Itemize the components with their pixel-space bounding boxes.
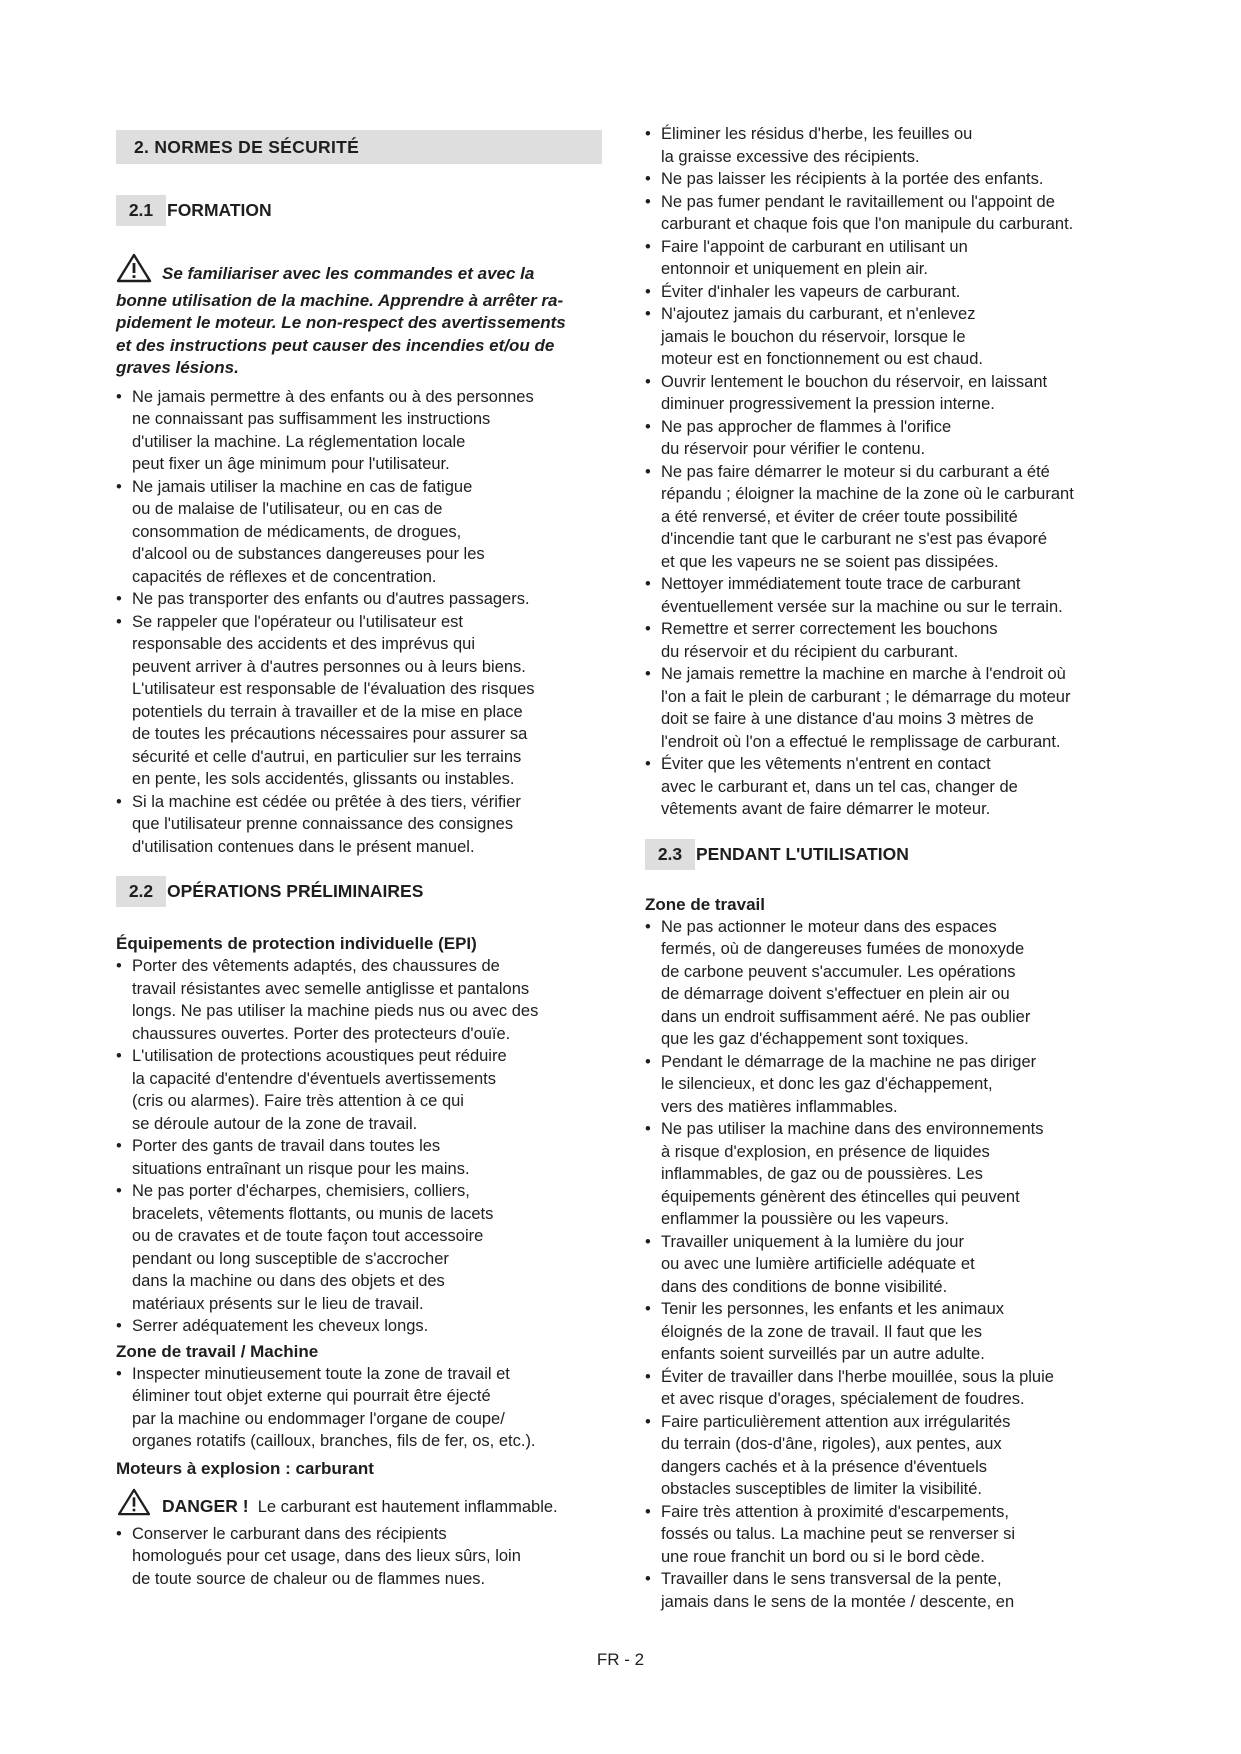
list-item: • Travailler dans le sens transversal de la pente, jamais dans le sens de la montée / descente, en <box>645 1568 1130 1613</box>
danger-text: Le carburant est hautement inflammable. <box>257 1497 558 1516</box>
fuel-list <box>116 1523 602 1591</box>
epi-list <box>116 955 602 1338</box>
fuel-list-continued <box>645 123 1130 821</box>
section-number: 2.1 <box>116 195 166 226</box>
zone-machine-list <box>116 1363 602 1453</box>
list-item: • Ne pas porter d'écharpes, chemisiers, colliers, bracelets, vêtements flottants, ou munis de lacets ou de cravates et de toute façon tout accessoire pendant ou long susceptible de s'accrocher dans la machine ou dans des objets et des matériaux présents sur le lieu de travail. <box>116 1180 602 1315</box>
list-item: • L'utilisation de protections acoustiques peut réduire la capacité d'entendre d'éventuels avertissements (cris ou alarmes). Faire très attention à ce qui se déroule autour de la zone de travail. <box>116 1045 602 1135</box>
utilisation-list <box>645 916 1130 1614</box>
danger-label: DANGER ! <box>162 1495 249 1516</box>
left-column <box>116 118 602 1590</box>
section-number: 2.2 <box>116 876 166 907</box>
list-item: • Conserver le carburant dans des récipients homologués pour cet usage, dans des lieux sûrs, loin de toute source de chaleur ou de flammes nues. <box>116 1523 602 1591</box>
list-item: • N'ajoutez jamais du carburant, et n'enlevez jamais le bouchon du réservoir, lorsque le moteur est en fonctionnement ou est chaud. <box>645 303 1130 371</box>
warning-line: graves lésions. <box>116 358 239 377</box>
warning-line: bonne utilisation de la machine. Apprendre à arrêter ra- <box>116 290 564 310</box>
list-item: • Ouvrir lentement le bouchon du réservoir, en laissant diminuer progressivement la pression interne. <box>645 371 1130 416</box>
subheading-fuel: Moteurs à explosion : carburant <box>116 1458 374 1478</box>
list-item: • Nettoyer immédiatement toute trace de carburant éventuellement versée sur la machine ou sur le terrain. <box>645 573 1130 618</box>
section-title: OPÉRATIONS PRÉLIMINAIRES <box>167 881 424 901</box>
list-item: • Ne pas approcher de flammes à l'orifice du réservoir pour vérifier le contenu. <box>645 416 1130 461</box>
list-item: • Ne pas utiliser la machine dans des environnements à risque d'explosion, en présence de liquides inflammables, de gaz ou de poussières. Les équipements génèrent des étincelles qui peuvent enflammer la poussière ou les vapeurs. <box>645 1118 1130 1231</box>
list-item: • Remettre et serrer correctement les bouchons du réservoir et du récipient du carburant. <box>645 618 1130 663</box>
warning-triangle-icon <box>116 253 152 290</box>
list-item: • Porter des gants de travail dans toutes les situations entraînant un risque pour les mains. <box>116 1135 602 1180</box>
list-item: • Ne pas laisser les récipients à la portée des enfants. <box>645 168 1130 191</box>
list-item: • Ne pas transporter des enfants ou d'autres passagers. <box>116 588 602 611</box>
list-item: • Ne pas faire démarrer le moteur si du carburant a été répandu ; éloigner la machine de la zone où le carburant a été renversé, et éviter de créer toute possibilité d'incendie tant que le carburant ne s'est pas évaporé et que les vapeurs ne se soient pas dissipées. <box>645 461 1130 574</box>
section-number: 2.3 <box>645 839 695 870</box>
list-item: • Faire très attention à proximité d'escarpements, fossés ou talus. La machine peut se renverser si une roue franchit un bord ou si le bord cède. <box>645 1501 1130 1569</box>
list-item: • Ne jamais remettre la machine en marche à l'endroit où l'on a fait le plein de carburant ; le démarrage du moteur doit se faire à une distance d'au moins 3 mètres de l'endroit où l'on a effectué le remplissage de carburant. <box>645 663 1130 753</box>
section-heading-2-3 <box>645 839 1130 870</box>
warning-line: Se familiariser avec les commandes et avec la <box>162 264 535 283</box>
list-item: • Inspecter minutieusement toute la zone de travail et éliminer tout objet externe qui pourrait être éjecté par la machine ou endommager l'organe de coupe/ organes rotatifs (cailloux, branches, fils de fer, os, etc.). <box>116 1363 602 1453</box>
list-item: • Ne pas fumer pendant le ravitaillement ou l'appoint de carburant et chaque fois que l'on manipule du carburant. <box>645 191 1130 236</box>
right-column <box>645 123 1130 1613</box>
formation-list <box>116 386 602 859</box>
list-item: • Si la machine est cédée ou prêtée à des tiers, vérifier que l'utilisateur prenne connaissance des consignes d'utilisation contenues dans le présent manuel. <box>116 791 602 859</box>
list-item: • Se rappeler que l'opérateur ou l'utilisateur est responsable des accidents et des imprévus qui peuvent arriver à d'autres personnes ou à leurs biens. L'utilisateur est responsable de l'évaluation des risques potentiels du terrain à travailler et de la mise en place de toutes les précautions nécessaires pour assurer sa sécurité et celle d'autrui, en particulier sur les terrains en pente, les sols accidentés, glissants ou instables. <box>116 611 602 791</box>
page-number: FR - 2 <box>596 1650 645 1669</box>
warning-triangle-icon <box>116 1488 152 1523</box>
section-title: FORMATION <box>167 200 272 220</box>
warning-block <box>116 253 602 380</box>
list-item: • Ne pas actionner le moteur dans des espaces fermés, où de dangereuses fumées de monoxyde de carbone peuvent s'accumuler. Les opérations de démarrage doivent s'effectuer en plein air ou dans un endroit suffisamment aéré. Ne pas oublier que les gaz d'échappement sont toxiques. <box>645 916 1130 1051</box>
main-heading: 2. NORMES DE SÉCURITÉ <box>116 130 602 164</box>
list-item: • Serrer adéquatement les cheveux longs. <box>116 1315 602 1338</box>
section-heading-2-1 <box>116 195 602 226</box>
danger-notice <box>116 1488 602 1523</box>
list-item: • Ne jamais utiliser la machine en cas de fatigue ou de malaise de l'utilisateur, ou en cas de consommation de médicaments, de drogues, d'alcool ou de substances dangereuses pour les capacités de réflexes et de concentration. <box>116 476 602 589</box>
list-item: • Ne jamais permettre à des enfants ou à des personnes ne connaissant pas suffisamment les instructions d'utiliser la machine. La réglementation locale peut fixer un âge minimum pour l'utilisateur. <box>116 386 602 476</box>
list-item: • Faire particulièrement attention aux irrégularités du terrain (dos-d'âne, rigoles), aux pentes, aux dangers cachés et à la présence d'éventuels obstacles susceptibles de limiter la visibilité. <box>645 1411 1130 1501</box>
list-item: • Tenir les personnes, les enfants et les animaux éloignés de la zone de travail. Il faut que les enfants soient surveillés par un autre adulte. <box>645 1298 1130 1366</box>
subheading-epi: Équipements de protection individuelle (EPI) <box>116 934 477 953</box>
list-item: • Porter des vêtements adaptés, des chaussures de travail résistantes avec semelle antiglisse et pantalons longs. Ne pas utiliser la machine pieds nus ou avec des chaussures ouvertes. Porter des protecteurs d'ouïe. <box>116 955 602 1045</box>
list-item: • Éliminer les résidus d'herbe, les feuilles ou la graisse excessive des récipients. <box>645 123 1130 168</box>
subheading-zone-machine: Zone de travail / Machine <box>116 1341 319 1361</box>
list-item: • Faire l'appoint de carburant en utilisant un entonnoir et uniquement en plein air. <box>645 236 1130 281</box>
list-item: • Éviter d'inhaler les vapeurs de carburant. <box>645 281 1130 304</box>
section-heading-2-2 <box>116 876 602 907</box>
warning-line: pidement le moteur. Le non-respect des avertissements <box>116 313 566 332</box>
list-item: • Pendant le démarrage de la machine ne pas diriger le silencieux, et donc les gaz d'échappement, vers des matières inflammables. <box>645 1051 1130 1119</box>
warning-line: et des instructions peut causer des incendies et/ou de <box>116 335 555 355</box>
section-title: PENDANT L'UTILISATION <box>696 843 909 864</box>
subheading-zone-travail: Zone de travail <box>645 894 765 914</box>
list-item: • Éviter de travailler dans l'herbe mouillée, sous la pluie et avec risque d'orages, spécialement de foudres. <box>645 1366 1130 1411</box>
list-item: • Travailler uniquement à la lumière du jour ou avec une lumière artificielle adéquate et dans des conditions de bonne visibilité. <box>645 1231 1130 1299</box>
list-item: • Éviter que les vêtements n'entrent en contact avec le carburant et, dans un tel cas, changer de vêtements avant de faire démarrer le moteur. <box>645 753 1130 821</box>
